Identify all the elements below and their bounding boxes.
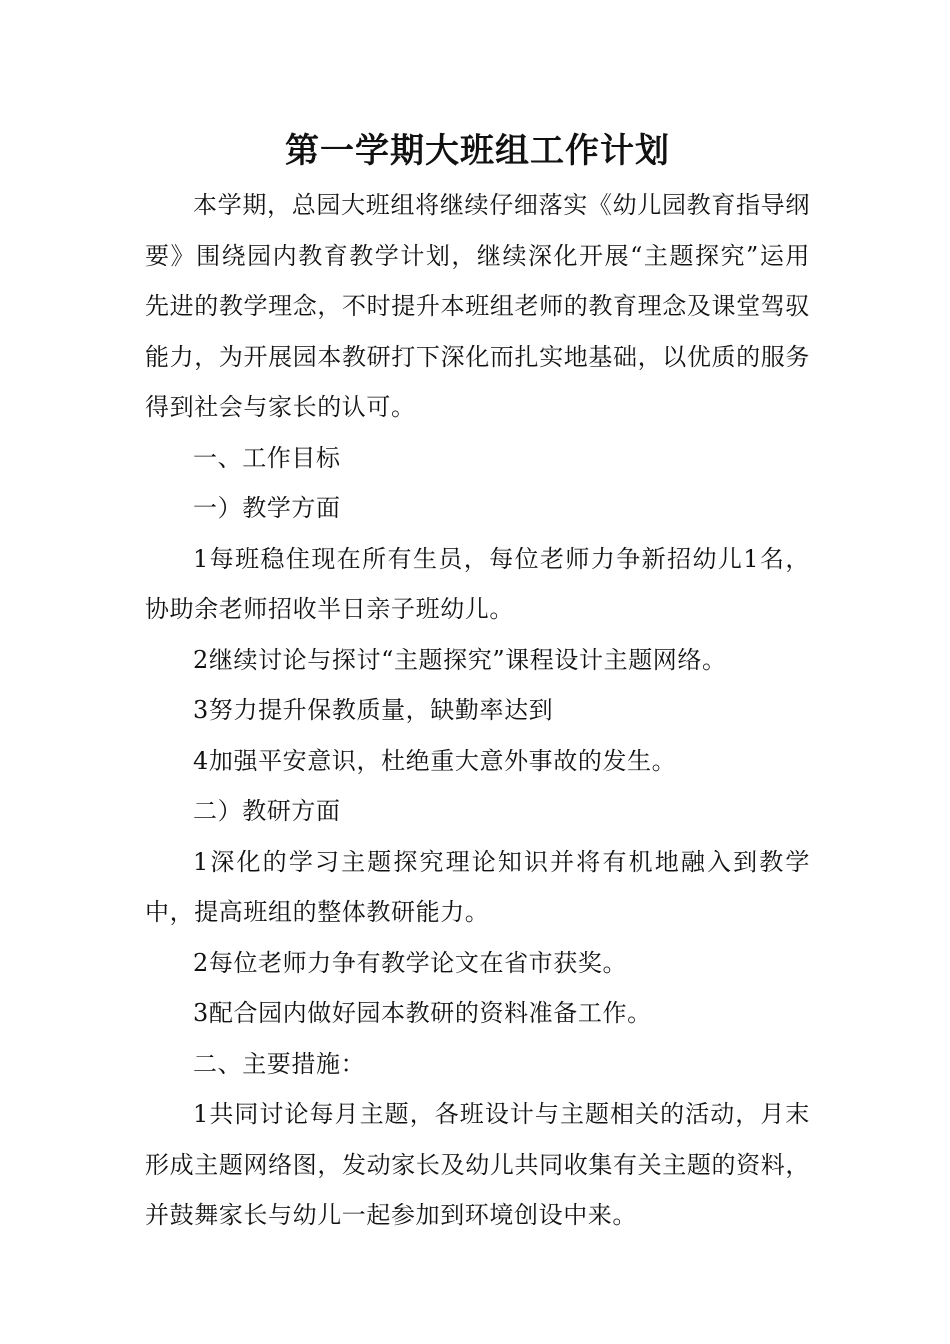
list-item: 3努力提升保教质量，缺勤率达到 (193, 696, 554, 724)
list-item: 1深化的学习主题探究理论知识并将有机地融入到教学中，提高班组的整体教研能力。 (145, 847, 810, 926)
list-item: 2继续讨论与探讨“主题探究”课程设计主题网络。 (193, 645, 727, 674)
subheading-research: 二）教研方面 (193, 797, 341, 825)
list-item: 2每位老师力争有教学论文在省市获奖。 (193, 948, 628, 977)
document-page (145, 128, 810, 1241)
heading-main-measures: 二、主要措施： (193, 1049, 366, 1078)
list-item: 1每班稳住现在所有生员，每位老师力争新招幼儿1名，协助余老师招收半日亲子班幼儿。 (145, 544, 810, 623)
list-item: 3配合园内做好园本教研的资料准备工作。 (193, 999, 652, 1027)
list-item: 1共同讨论每月主题，各班设计与主题相关的活动，月末形成主题网络图，发动家长及幼儿共同收集有关主题的资料，并鼓舞家长与幼儿一起参加到环境创设中来。 (145, 1100, 810, 1229)
paragraph-intro: 本学期，总园大班组将继续仔细落实《幼儿园教育指导纲要》围绕园内教育教学计划，继续深化开展“主题探究”运用先进的教学理念，不时提升本班组老师的教育理念及课堂驾驭能力，为开展园本教研打下深化而扎实地基础，以优质的服务得到社会与家长的认可。 (145, 191, 810, 421)
document-title: 第一学期大班组工作计划 (285, 131, 670, 171)
list-item: 4加强平安意识，杜绝重大意外事故的发生。 (193, 746, 677, 775)
heading-work-goals: 一、工作目标 (193, 443, 341, 472)
subheading-teaching: 一）教学方面 (193, 494, 341, 522)
